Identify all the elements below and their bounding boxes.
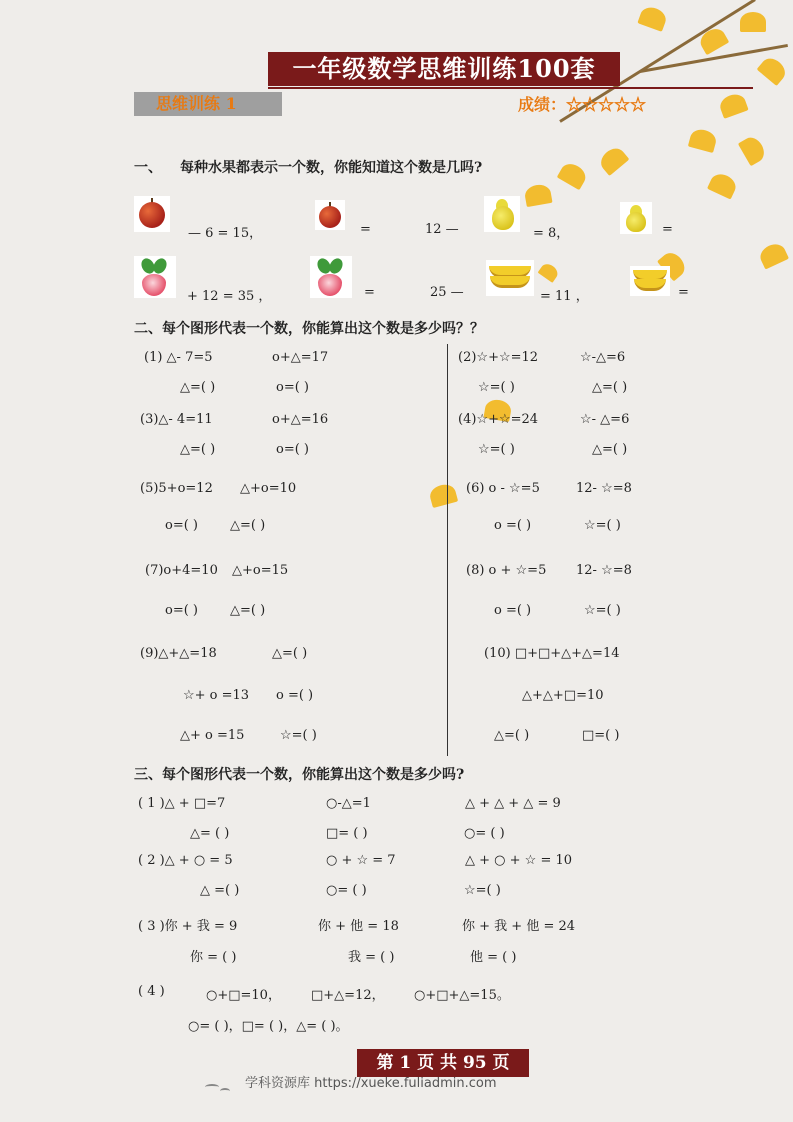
answer-blank[interactable]: 他 = ( ) — [470, 950, 517, 965]
problem: (10) □+□+△+△=14 — [484, 646, 620, 661]
radish-icon — [134, 256, 176, 298]
problem: ( 4 ) — [138, 984, 165, 999]
answer-blank[interactable]: △=( ) — [180, 442, 216, 457]
problem: 12- ☆=8 — [576, 481, 632, 496]
answer-blank[interactable]: o =( ) — [494, 518, 532, 533]
answer-blank[interactable]: △=( ) — [494, 728, 530, 743]
problem: (1) △- 7=5 — [144, 350, 213, 365]
problem: 你 + 我 + 他 = 24 — [462, 919, 576, 934]
radish-icon — [310, 256, 352, 298]
equation: = — [662, 222, 673, 237]
banana-icon — [630, 266, 670, 296]
problem: (6) o - ☆=5 — [466, 481, 540, 496]
answer-blank[interactable]: ☆=( ) — [478, 442, 515, 457]
answer-blank[interactable]: 我 = ( ) — [348, 950, 395, 965]
equation: 12 — — [425, 222, 459, 237]
answer-blank[interactable]: △=( ) — [230, 518, 266, 533]
pear-icon — [484, 196, 520, 232]
problem: ☆+ o =13 — [183, 688, 250, 703]
answer-blank[interactable]: △=( ) — [230, 603, 266, 618]
answer-blank[interactable]: △ =( ) — [200, 883, 240, 898]
problem: (4)☆+☆=24 — [458, 412, 539, 427]
problem: △ + △ + △ = 9 — [465, 796, 561, 811]
equation: + 12 = 35 ， — [187, 289, 272, 304]
bird-decoration — [205, 1084, 219, 1090]
equation: = — [360, 222, 371, 237]
apple-icon — [134, 196, 170, 232]
answer-blank[interactable]: o =( ) — [276, 688, 314, 703]
answer-blank[interactable]: 你 = ( ) — [190, 950, 237, 965]
answer-blank[interactable]: ☆=( ) — [584, 603, 621, 618]
equation: = 11 ， — [540, 289, 589, 304]
answer-blank[interactable]: o =( ) — [494, 603, 532, 618]
answer-blank[interactable]: △=( ) — [180, 380, 216, 395]
problem: (3)△- 4=11 — [140, 412, 213, 427]
answer-blank[interactable]: ○= ( )，□= ( )，△= ( )。 — [188, 1019, 349, 1034]
column-divider — [447, 344, 448, 756]
answer-blank[interactable]: □=( ) — [582, 728, 620, 743]
section2-heading: 二、每个图形代表一个数，你能算出这个数是多少吗？？ — [134, 321, 484, 337]
answer-blank[interactable]: △=( ) — [592, 380, 628, 395]
problem: o+△=17 — [272, 350, 329, 365]
answer-blank[interactable]: ☆=( ) — [478, 380, 515, 395]
page-number: 第 1 页 共 95 页 — [357, 1049, 529, 1077]
problem: 你 + 他 = 18 — [318, 919, 399, 934]
answer-blank[interactable]: △= ( ) — [190, 826, 230, 841]
equation: — 6 = 15， — [188, 226, 263, 241]
score-stars: 成绩：☆☆☆☆☆ — [518, 95, 647, 114]
answer-blank[interactable]: o=( ) — [276, 380, 309, 395]
answer-blank[interactable]: o=( ) — [165, 603, 198, 618]
problem: ○-△=1 — [326, 796, 371, 811]
banana-icon — [486, 260, 534, 296]
problem: ( 1 )△ + □=7 — [138, 796, 226, 811]
problem: (5)5+o=12 — [140, 481, 213, 496]
problem: ○ + ☆ = 7 — [326, 853, 396, 868]
answer-blank[interactable]: ☆=( ) — [464, 883, 501, 898]
problem: ( 2 )△ + ○ = 5 — [138, 853, 233, 868]
problem: △+ o =15 — [180, 728, 245, 743]
answer-blank[interactable]: o=( ) — [276, 442, 309, 457]
apple-icon — [315, 200, 345, 230]
answer-blank[interactable]: △=( ) — [592, 442, 628, 457]
exercise-tag: 思维训练 1 — [134, 92, 282, 116]
problem: o+△=16 — [272, 412, 329, 427]
page-title: 一年级数学思维训练100套 — [268, 52, 620, 86]
answer-blank[interactable]: ○= ( ) — [326, 883, 367, 898]
title-underline — [268, 87, 753, 89]
problem: (7)o+4=10 — [145, 563, 218, 578]
equation: = — [678, 285, 689, 300]
answer-blank[interactable]: ○= ( ) — [464, 826, 505, 841]
section1-number: 一、 — [134, 160, 162, 176]
answer-blank[interactable]: ☆=( ) — [280, 728, 317, 743]
section3-heading: 三、每个图形代表一个数，你能算出这个数是多少吗? — [134, 767, 465, 783]
problem: △+o=10 — [240, 481, 297, 496]
answer-blank[interactable]: ☆=( ) — [584, 518, 621, 533]
bird-decoration — [220, 1088, 230, 1094]
problem: ○+□=10， — [206, 988, 281, 1003]
problem: ○+□+△=15。 — [414, 988, 510, 1003]
problem: ( 3 )你 + 我 = 9 — [138, 919, 238, 934]
problem: (8) o + ☆=5 — [466, 563, 547, 578]
problem: △+△+□=10 — [522, 688, 604, 703]
pear-icon — [620, 202, 652, 234]
equation: 25 — — [430, 285, 464, 300]
equation: = — [364, 285, 375, 300]
problem: ☆-△=6 — [580, 350, 626, 365]
problem: 12- ☆=8 — [576, 563, 632, 578]
answer-blank[interactable]: □= ( ) — [326, 826, 368, 841]
problem: (2)☆+☆=12 — [458, 350, 539, 365]
problem: □+△=12， — [311, 988, 385, 1003]
problem: ☆- △=6 — [580, 412, 630, 427]
section1-heading: 每种水果都表示一个数，你能知道这个数是几吗? — [180, 160, 483, 176]
watermark: 学科资源库 https://xueke.fuliadmin.com — [245, 1076, 497, 1091]
problem: △ + ○ + ☆ = 10 — [465, 853, 573, 868]
answer-blank[interactable]: o=( ) — [165, 518, 198, 533]
problem: △+o=15 — [232, 563, 289, 578]
equation: = 8， — [533, 226, 570, 241]
answer-blank[interactable]: △=( ) — [272, 646, 308, 661]
problem: (9)△+△=18 — [140, 646, 217, 661]
